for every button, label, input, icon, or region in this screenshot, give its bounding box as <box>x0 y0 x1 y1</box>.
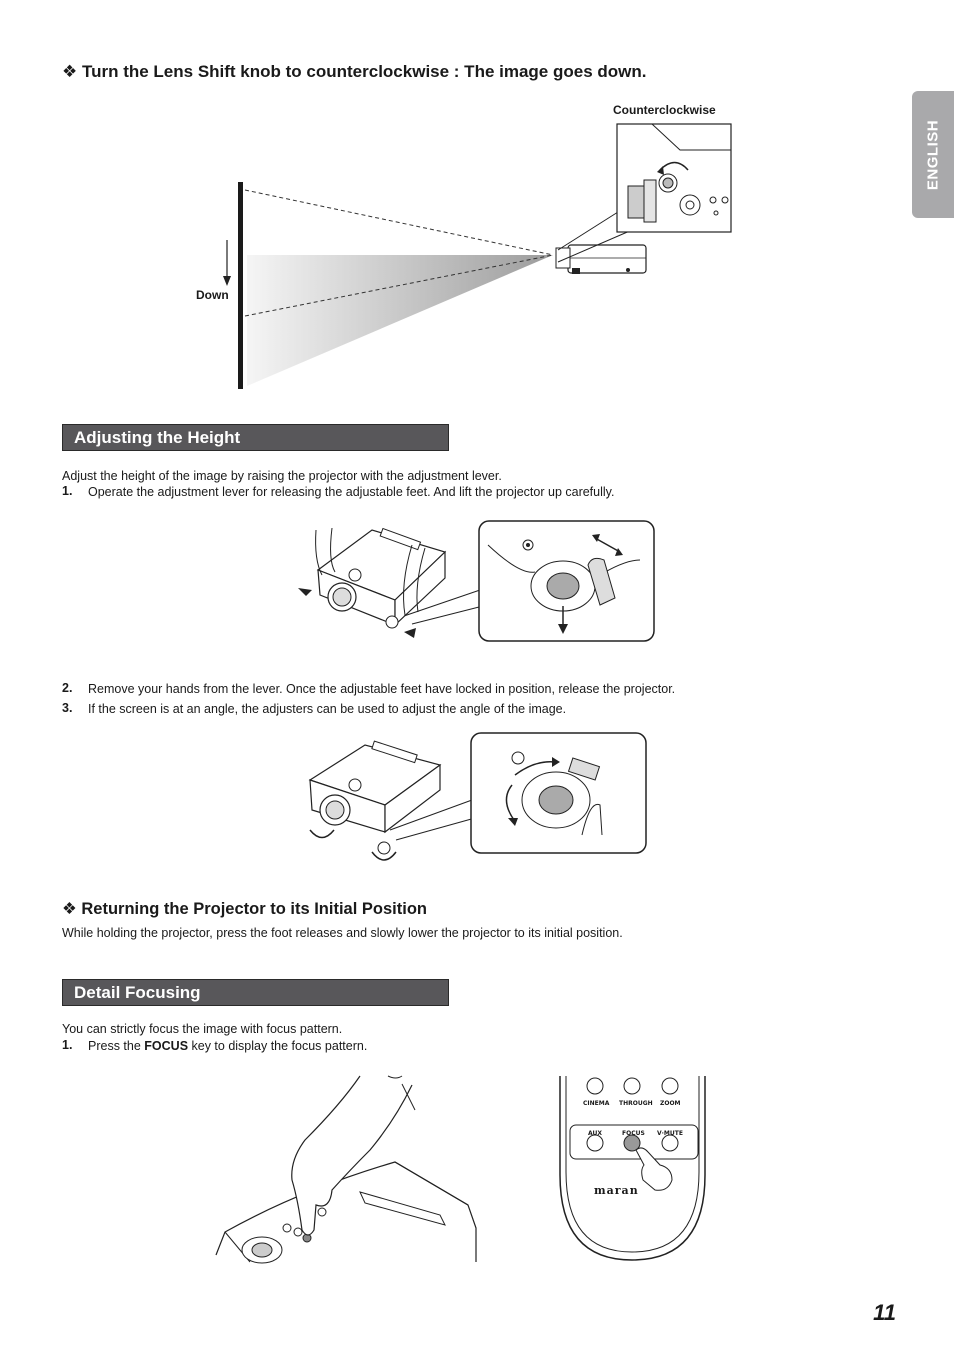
lens-shift-heading: ❖ Turn the Lens Shift knob to counterclockwise : The image goes down. <box>62 62 647 81</box>
language-tab-label: ENGLISH <box>924 119 942 190</box>
focus-step-text <box>88 1038 367 1054</box>
focus-key: FOCUS <box>144 1039 189 1053</box>
lever-inset-2 <box>471 733 646 853</box>
projection-beam <box>247 255 553 386</box>
remote-brand-logo: maran <box>594 1184 639 1197</box>
step-text: Operate the adjustment lever for releasing the adjustable feet. And lift the projector up carefully. <box>88 485 615 499</box>
counterclockwise-label: Counterclockwise <box>613 103 716 117</box>
focus-step-pre: Press the <box>88 1039 145 1053</box>
projection-screen <box>238 182 243 389</box>
remote-control-figure <box>0 1070 954 1270</box>
step-text: If the screen is at an angle, the adjusters can be used to adjust the angle of the image. <box>88 702 567 716</box>
returning-text: While holding the projector, press the foot releases and slowly lower the projector to its initial position. <box>62 926 623 940</box>
remote-label-aux: AUX <box>588 1130 602 1137</box>
down-label: Down <box>196 288 229 302</box>
adjusting-height-intro: Adjust the height of the image by raising the projector with the adjustment lever. <box>62 469 502 483</box>
step-number: 1. <box>62 1038 73 1052</box>
adjust-angle-figure <box>0 725 954 875</box>
adjusting-height-title: Adjusting the Height <box>62 424 449 451</box>
step-number: 2. <box>62 681 73 695</box>
detail-focusing-intro: You can strictly focus the image with focus pattern. <box>62 1022 343 1036</box>
projector-small-icon <box>556 245 646 274</box>
lens-shift-diagram <box>0 0 954 400</box>
step-number: 1. <box>62 484 73 498</box>
v-mute-button <box>662 1135 678 1151</box>
remote-label-focus: FOCUS <box>622 1130 645 1137</box>
lift-projector-figure <box>0 510 954 650</box>
lens-shift-knob-inset <box>617 124 731 232</box>
lever-inset-1 <box>479 521 654 641</box>
returning-heading: ❖ Returning the Projector to its Initial Position <box>62 900 427 918</box>
projector-adjust-illustration <box>310 741 440 860</box>
remote-label-zoom: ZOOM <box>660 1100 681 1107</box>
through-button <box>624 1078 640 1094</box>
cinema-button <box>587 1078 603 1094</box>
page-number: 11 <box>873 1300 896 1325</box>
remote-label-through: THROUGH <box>619 1100 653 1107</box>
aux-button <box>587 1135 603 1151</box>
zoom-button <box>662 1078 678 1094</box>
remote-label-v-mute: V·MUTE <box>657 1130 683 1137</box>
detail-focusing-title: Detail Focusing <box>62 979 449 1006</box>
remote-label-cinema: CINEMA <box>583 1100 610 1107</box>
step-text: Remove your hands from the lever. Once the adjustable feet have locked in position, release the projector. <box>88 682 676 696</box>
focus-step-post: key to display the focus pattern. <box>188 1039 368 1053</box>
step-number: 3. <box>62 701 73 715</box>
